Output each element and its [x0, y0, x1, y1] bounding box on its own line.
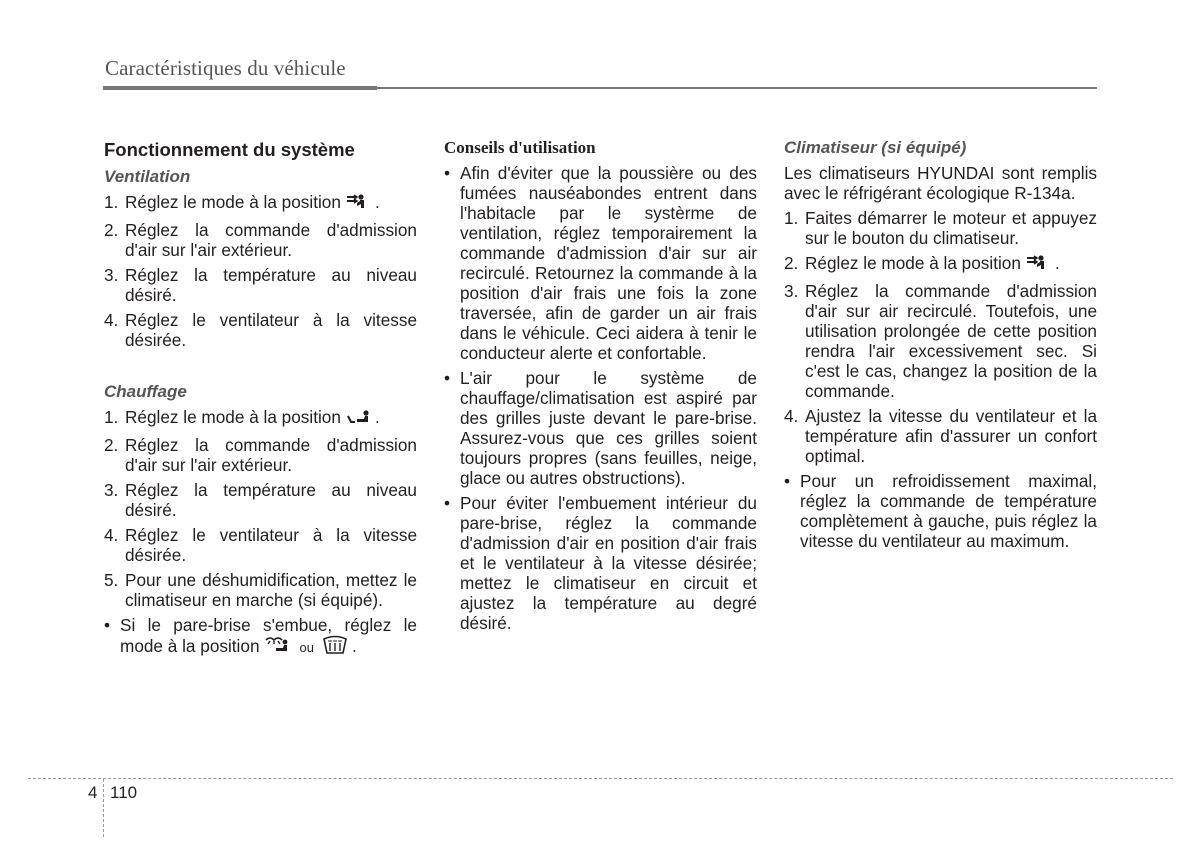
chapter-number: 4 — [88, 783, 98, 802]
list-item: 1. Faites démarrer le moteur et appuyez sur le bouton du climatiseur. — [784, 208, 1097, 248]
bullet-item: • Si le pare-brise s'embue, réglez le mode à la position ou . — [104, 615, 417, 659]
defrost-icon — [322, 635, 348, 659]
face-vent-icon — [1025, 254, 1051, 276]
header-rule — [103, 86, 1097, 90]
subheading-ventilation: Ventilation — [104, 167, 191, 186]
list-item: 3. Réglez la commande d'admission d'air sur air recirculé. Toutefois, une utilisation prolongée de cette position rendra l'air excessivement sec. Si c'est le cas, changez la position de la commande. — [784, 281, 1097, 401]
subheading-air-conditioner: Climatiseur (si équipé) — [784, 138, 967, 157]
bullet-item: • Pour un refroidissement maximal, réglez la commande de température complètement à gauche, puis réglez la vitesse du ventilateur au maximum. — [784, 471, 1097, 551]
list-item: 1. Réglez le mode à la position . — [104, 407, 417, 430]
list-item: 4. Réglez le ventilateur à la vitesse désirée. — [104, 310, 417, 350]
list-item: 4. Ajustez la vitesse du ventilateur et la température afin d'assurer un confort optimal. — [784, 406, 1097, 466]
subheading-heating: Chauffage — [104, 382, 187, 401]
bullet-item: • Pour éviter l'embuement intérieur du pare-brise, réglez la commande d'admission d'air en position d'air frais et le ventilateur à la vitesse désirée; mettez le climatiseur en circuit et ajustez la température au degré désiré. — [444, 493, 757, 633]
footer-divider — [103, 779, 104, 837]
page-number: 110 — [110, 783, 138, 802]
list-item: 2. Réglez le mode à la position . — [784, 253, 1097, 276]
section-heading-tips: Conseils d'utilisation — [444, 138, 596, 157]
bullet-item: • Afin d'éviter que la poussière ou des fumées nauséabondes entrent dans l'habitacle par le systèrme de ventilation, réglez temporairement la commande d'admission d'air sur air recirculé. Retournez la commande à la position d'air frais une fois la zone traversée, afin de garder un air frais dans le véhicule. Ceci aidera à tenir le conducteur alerte et confortable. — [444, 163, 757, 363]
column-tips — [444, 138, 757, 638]
intro-paragraph: Les climatiseurs HYUNDAI sont remplis avec le réfrigérant écologique R-134a. — [784, 163, 1097, 203]
list-item: 5. Pour une déshumidification, mettez le climatiseur en marche (si équipé). — [104, 570, 417, 610]
face-vent-icon — [345, 193, 371, 215]
list-item: 3. Réglez la température au niveau désiré. — [104, 480, 417, 520]
list-item: 1. Réglez le mode à la position . — [104, 192, 417, 215]
page-header-title: Caractéristiques du véhicule — [105, 56, 346, 80]
section-heading-operation: Fonctionnement du système — [104, 139, 355, 160]
list-item: 3. Réglez la température au niveau désiré. — [104, 265, 417, 305]
floor-vent-icon — [345, 410, 371, 430]
list-item: 2. Réglez la commande d'admission d'air sur l'air extérieur. — [104, 220, 417, 260]
bullet-item: • L'air pour le système de chauffage/climatisation est aspiré par des grilles juste devant le pare-brise. Assurez-vous que ces grilles soient toujours propres (sans feuilles, neige, glace ou autres obstructions). — [444, 368, 757, 488]
list-item: 4. Réglez le ventilateur à la vitesse désirée. — [104, 525, 417, 565]
footer-rule — [28, 778, 1173, 779]
list-item: 2. Réglez la commande d'admission d'air sur l'air extérieur. — [104, 435, 417, 475]
column-air-conditioner — [784, 138, 1097, 556]
floor-defrost-icon — [264, 635, 292, 659]
column-operation — [104, 138, 417, 664]
